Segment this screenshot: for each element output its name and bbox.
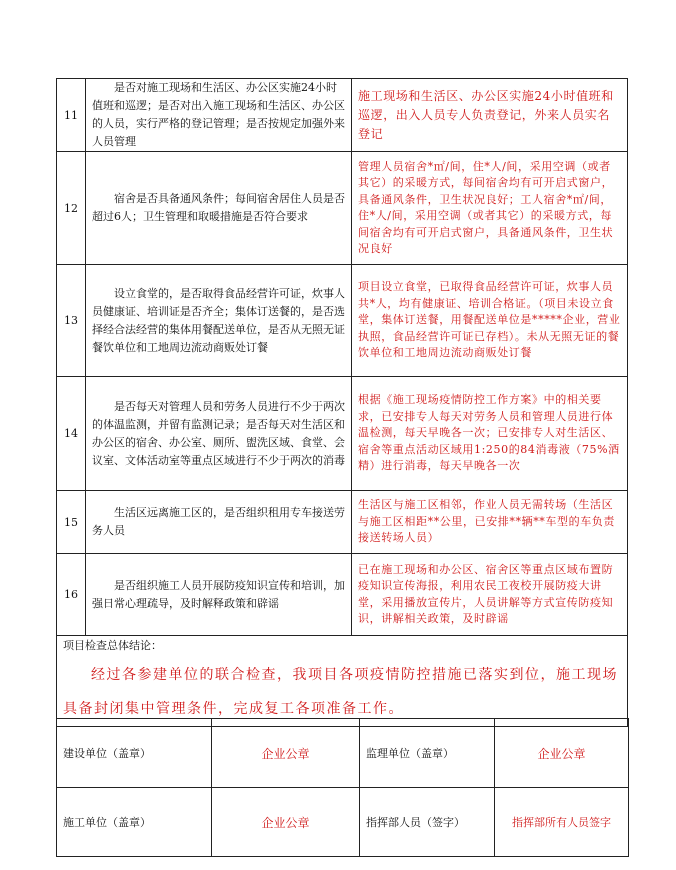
signature-table: [56, 718, 629, 857]
table-row: [57, 491, 628, 554]
table-row: [57, 152, 628, 265]
requirement-cell: [86, 79, 352, 152]
answer-cell: 生活区与施工区相邻，作业人员无需转场（生活区与施工区相距**公里，已安排**辆**车型的车负责接送转场人员）: [352, 491, 628, 554]
answer-cell: 已在施工现场和办公区、宿舍区等重点区域布置防疫知识宣传海报，利用农民工夜校开展防疫大讲堂，采用播放宣传片，人员讲解等方式宣传防疫知识，讲解相关政策，及时辟谣: [352, 554, 628, 636]
signature-row: [57, 719, 629, 788]
conclusion-row: [57, 636, 628, 727]
requirement-cell: [86, 377, 352, 491]
construction-unit-seal: 企业公章: [212, 788, 360, 857]
answer-cell: 施工现场和生活区、办公区实施24小时值班和巡逻，出入人员专人负责登记，外来人员实名登记: [352, 79, 628, 152]
requirement-text: 宿舍是否具备通风条件；每间宿舍居住人员是否超过6人；卫生管理和取暖措施是否符合要求: [92, 192, 345, 223]
command-staff-label: 指挥部人员（签字）: [360, 788, 495, 857]
supervision-unit-seal: 企业公章: [495, 719, 629, 788]
inspection-table: [56, 78, 628, 727]
build-unit-seal: 企业公章: [212, 719, 360, 788]
requirement-text: 是否组织施工人员开展防疫知识宣传和培训，加强日常心理疏导，及时解释政策和辟谣: [92, 578, 345, 610]
supervision-unit-label: 监理单位（盖章）: [360, 719, 495, 788]
row-number: 15: [57, 491, 86, 554]
table-row: [57, 79, 628, 152]
table-row: [57, 377, 628, 491]
requirement-text: 设立食堂的，是否取得食品经营许可证，炊事人员健康证、培训证是否齐全；集体订送餐的，是否选择经合法经营的集体用餐配送单位，是否从无照无证餐饮单位和工地周边流动商贩处订餐: [92, 286, 345, 354]
command-staff-signature: 指挥部所有人员签字: [495, 788, 629, 857]
requirement-cell: [86, 152, 352, 265]
answer-cell: 项目设立食堂，已取得食品经营许可证，炊事人员共*人，均有健康证、培训合格证。（项目未设立食堂，集体订送餐，用餐配送单位是*****企业，营业执照，食品经营许可证已存档）。未从无照无证的餐饮单位和工地周边流动商贩处订餐: [352, 265, 628, 377]
row-number: 13: [57, 265, 86, 377]
requirement-cell: [86, 265, 352, 377]
row-number: 12: [57, 152, 86, 265]
row-number: 16: [57, 554, 86, 636]
requirement-cell: [86, 491, 352, 554]
signature-row: [57, 788, 629, 857]
table-row: [57, 554, 628, 636]
conclusion-label: 项目检查总体结论：: [63, 639, 162, 652]
row-number: 11: [57, 79, 86, 152]
build-unit-label: 建设单位（盖章）: [57, 719, 212, 788]
table-row: [57, 265, 628, 377]
requirement-text: 是否每天对管理人员和劳务人员进行不少于两次的体温监测，并留有监测记录；是否每天对生活区和办公区的宿舍、办公室、厕所、盥洗区域、食堂、会议室、文体活动室等重点区域进行不少于两次的消毒: [92, 399, 345, 467]
construction-unit-label: 施工单位（盖章）: [57, 788, 212, 857]
row-number: 14: [57, 377, 86, 491]
requirement-text: 生活区远离施工区的，是否组织租用专车接送劳务人员: [92, 506, 345, 537]
conclusion-text: 经过各参建单位的联合检查，我项目各项疫情防控措施已落实到位，施工现场具备封闭集中管理条件，完成复工各项准备工作。: [63, 667, 618, 717]
requirement-text: 是否对施工现场和生活区、办公区实施24小时值班和巡逻；是否对出入施工现场和生活区、办公区的人员，实行严格的登记管理；是否按规定加强外来人员管理: [92, 81, 345, 148]
answer-cell: 根据《施工现场疫情防控工作方案》中的相关要求，已安排专人每天对劳务人员和管理人员进行体温检测，每天早晚各一次；已安排专人对生活区、宿舍等重点活动区域用1:250的84消毒液（75%酒精）进行消毒，每天早晚各一次: [352, 377, 628, 491]
conclusion-cell: [57, 636, 628, 727]
requirement-cell: [86, 554, 352, 636]
answer-cell: 管理人员宿舍*㎡/间，住*人/间，采用空调（或者其它）的采暖方式，每间宿舍均有可开启式窗户，具备通风条件，卫生状况良好；工人宿舍*㎡/间，住*人/间，采用空调（或者其它）的采暖方式，每间宿舍均有可开启式窗户，具备通风条件，卫生状况良好: [352, 152, 628, 265]
